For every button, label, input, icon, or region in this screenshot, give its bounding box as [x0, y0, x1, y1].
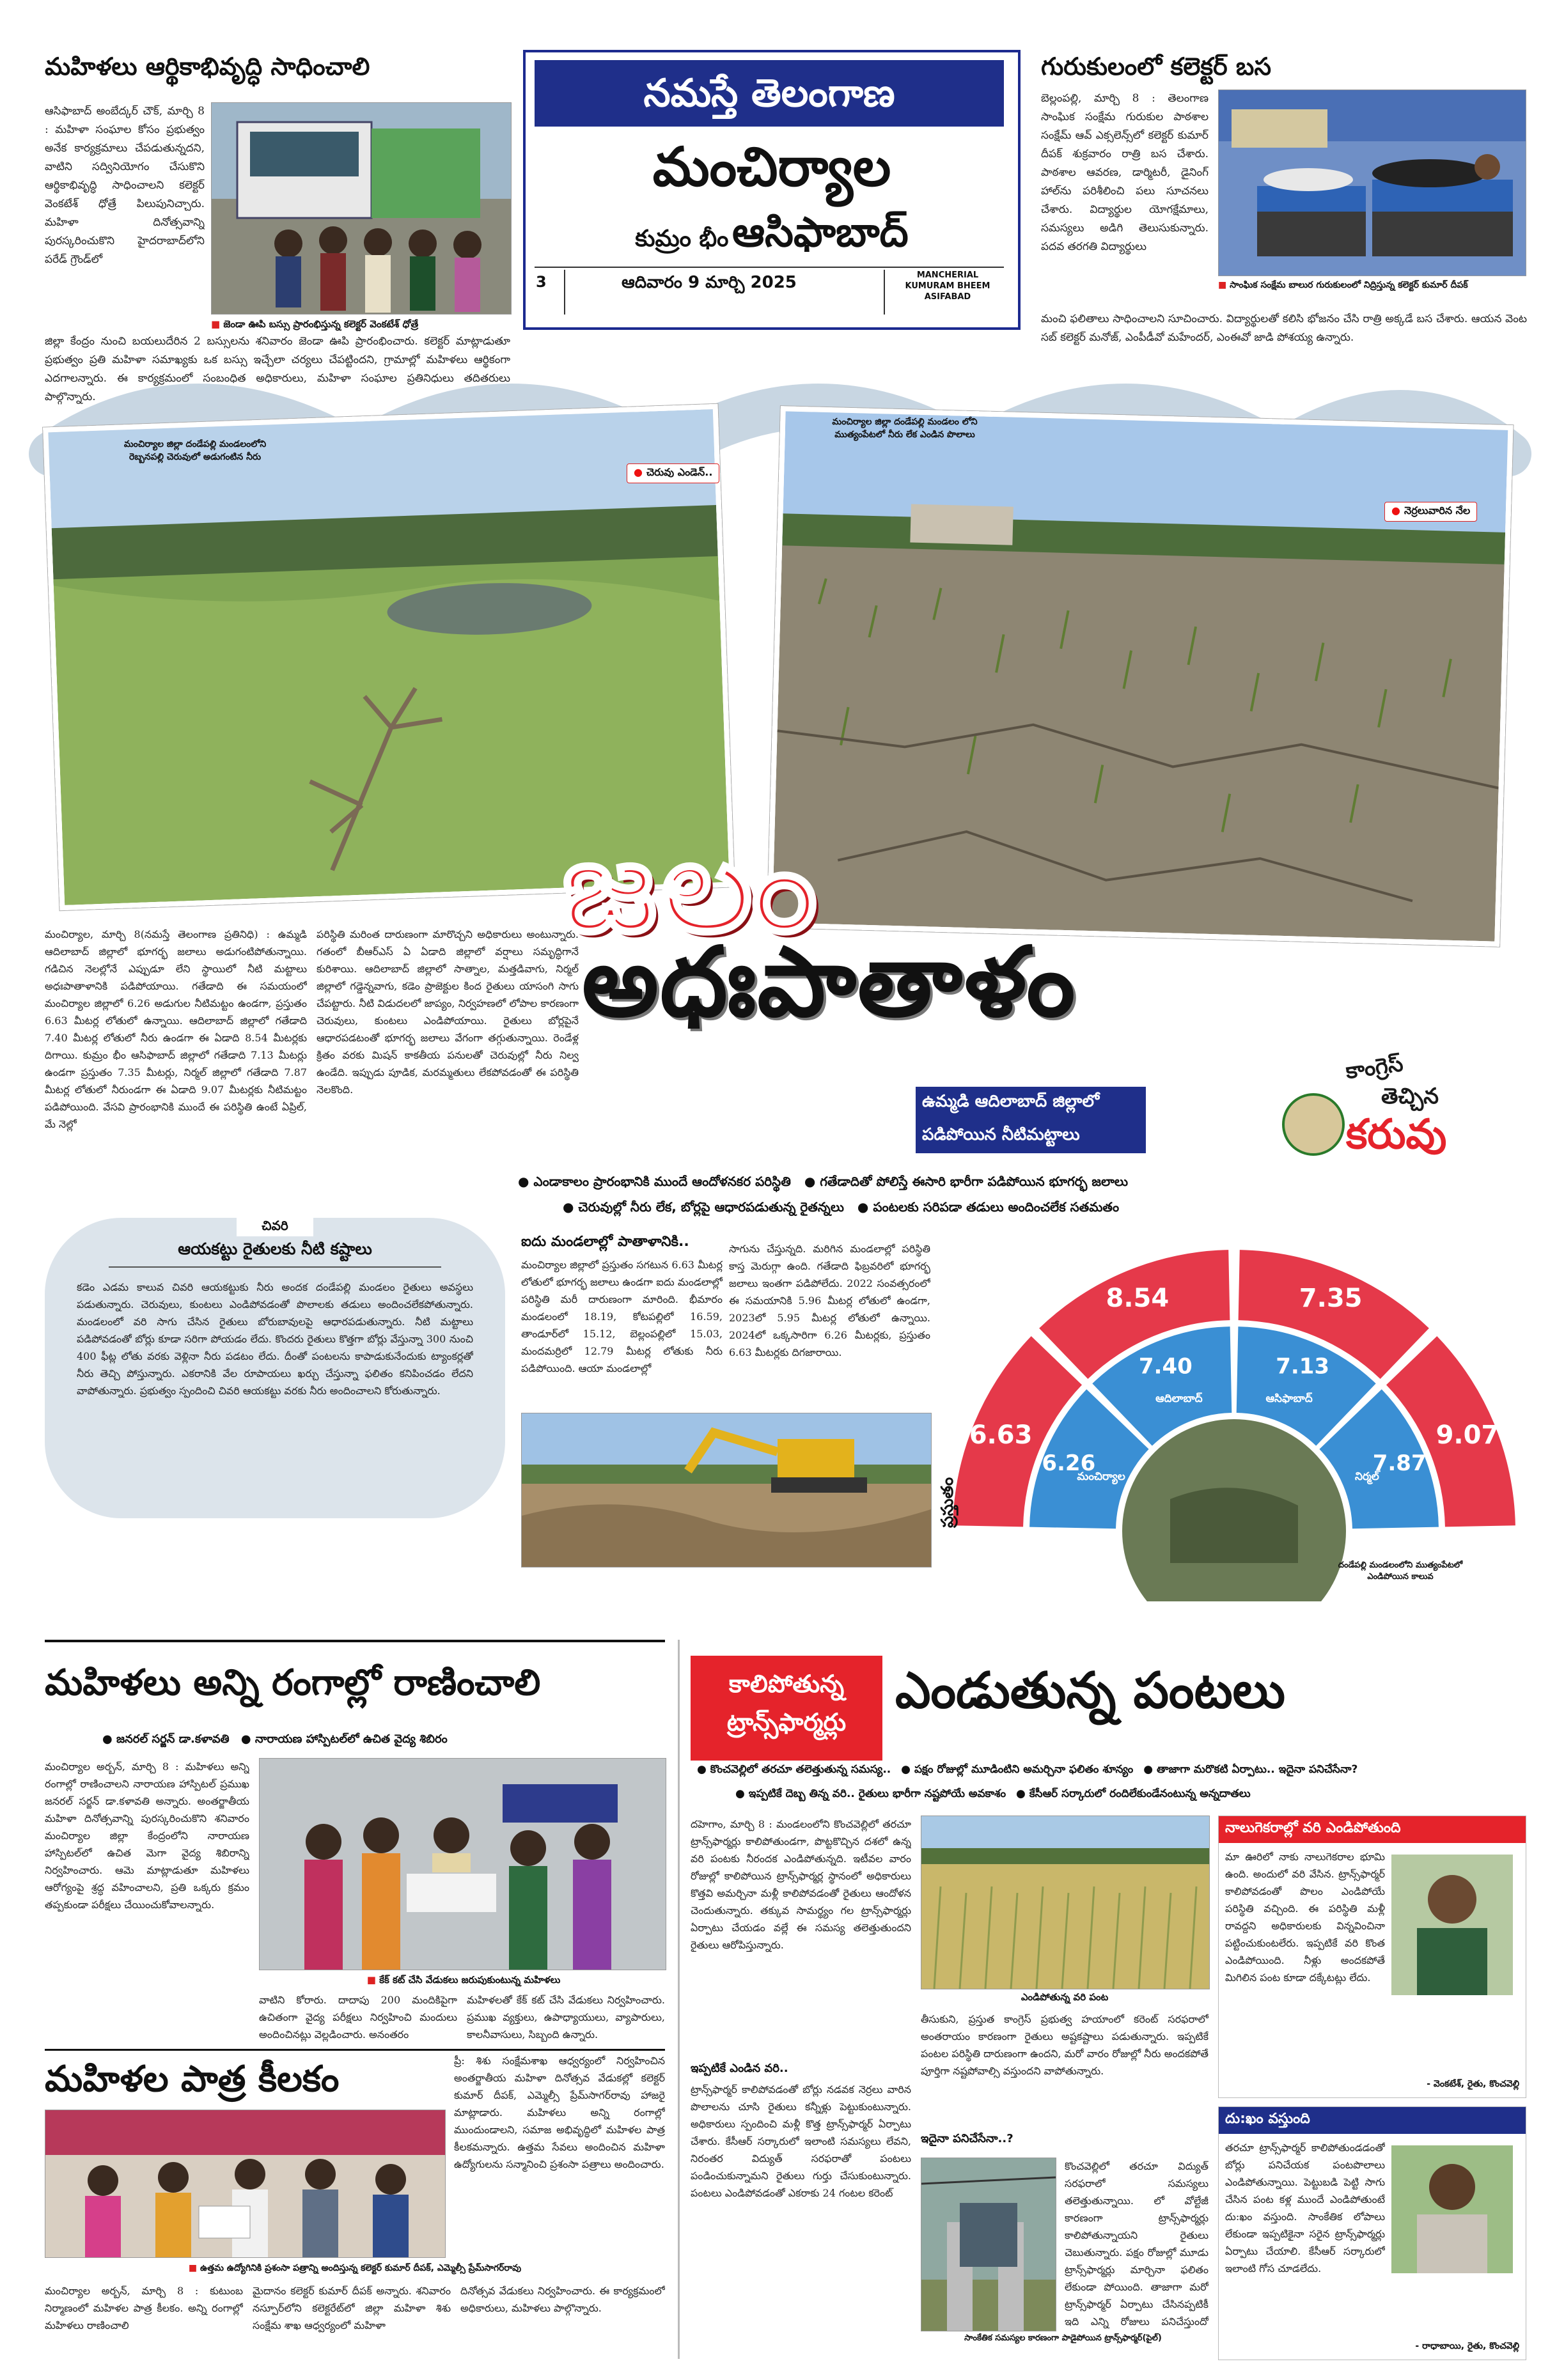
- note-dry-pond: మంచిర్యాల జిల్లా దండేపల్లి మండలంలోని రెబ్బనపల్లి చెరువులో అడుగంటిన నీరు: [123, 439, 267, 462]
- women-fields-col1: మంచిర్యాల అర్బన్, మార్చి 8 : మహిళలు అన్ని రంగాల్లో రాణించాలని నారాయణ హాస్పిటల్ ప్రముఖ జనరల్ సర్జన్ డా.కళావతి అన్నారు. అంతర్జాతీయ మహిళా దినోత్సవాన్ని పురస్కరించుకొని శనివారం మంచిర్యాల జిల్లా కేంద్రంలోని నారాయణ హాస్పిటల్‌లో ఉచిత మెగా వైద్య శిబిరాన్ని నిర్వహించారు. ఆమె మాట్లాడుతూ మహిళలు ఆరోగ్యంపై శ్రద్ధ వహించాలని, ప్రతి ఒక్కరు క్రమం తప్పకుండా పరీక్షలు చేయించుకోవాలన్నారు.: [45, 1761, 249, 1911]
- sidebox-2-body: తరచూ ట్రాన్స్‌ఫార్మర్ కాలిపోతుండడంతో బోర్లు పనిచేయక పంటపొలాలు ఎండిపోతున్నాయి. పెట్టుబడి పెట్టి సాగు చేసిన పంట కళ్ల ముందే ఎండిపోతుంటే దు:ఖం వస్తుంది. సాంకేతిక లోపాలు లేకుండా ఇప్పటికైనా సరైన ట్రాన్స్‌ఫార్మర్లు ఏర్పాటు చేయాలి. కేసీఆర్ సర్కారులో ఇలాంటి గోస చూడలేదు.: [1225, 2142, 1385, 2275]
- caption-paddy: ఎండిపోతున్న వరి పంట: [1021, 1991, 1109, 2003]
- tag-cracked-field: ● నెర్రలువారిన నేల: [1384, 502, 1477, 522]
- chart-value-previous-3: 7.13: [1276, 1353, 1330, 1380]
- article-women-econ-col: ఆసిఫాబాద్ అంబేద్కర్ చౌక్, మార్చి 8 : మహిళా సంఘాల కోసం ప్రభుత్వం అనేక కార్యక్రమాలు చేపడుతున్నదని, వాటిని సద్వినియోగం చేసుకొని ఆర్థికాభివృద్ధి సాధించాలని కలెక్టర్ వెంకటేశ్ ధోత్రే పిలుపునిచ్చారు. మహిళా దినోత్సవాన్ని పురస్కరించుకొని హైదరాబాద్‌లోని పరేడ్ గ్రౌండ్‌లో: [45, 105, 205, 266]
- photo-excavator: [521, 1413, 932, 1567]
- transformers-col1b: ట్రాన్స్‌ఫార్మర్ కాలిపోవడంతో బోర్లు నడవక నెర్రలు వారిన పొలాలను చూసి రైతులు కన్నీళ్లు పెట్టుకుంటున్నారు. అధికారులు స్పందించి మళ్లీ కొత్త ట్రాన్స్‌ఫార్మర్ ఏర్పాటు చేశారు. కేసీఆర్ సర్కారులో ఇలాంటి సమస్యలు లేవని, నిరంతర విద్యుత్ సరఫరాతో పంటలు పండించుకున్నామని రైతులు గుర్తు చేసుకుంటున్నారు. పంటలు ఎండిపోవడంతో ఎకరాకు 24 గంటల కరెంట్: [691, 2083, 911, 2199]
- lead-story-col1: మంచిర్యాల, మార్చి 8(నమస్తే తెలంగాణ ప్రతినిధి) : ఉమ్మడి ఆదిలాబాద్ జిల్లాలో భూగర్భ జలాలు అడుగంటిపోతున్నాయి. గడిచిన నెలల్లోనే ఎప్పుడూ లేని స్థాయిలో నీటి మట్టాలు అధఃపాతాళానికి పడిపోయాయి. గతేడాది ఈ సమయంలో మంచిర్యాల జిల్లాలో 6.26 అడుగుల నీటిమట్టం ఉండగా, ప్రస్తుతం 6.63 మీటర్ల లోతులో ఉన్నాయి. ఆదిలాబాద్ జిల్లాలో గతేడాది 7.40 మీటర్ల లోతులో నీరు ఉండగా ఈ ఏడాది 8.54 మీటర్లకు దిగాయి. కుమ్రం భీం ఆసిఫాబాద్ జిల్లాలో గతేడాది 7.13 మీటర్లు ఉండగా ప్రస్తుతం 7.35 మీటర్లు, నిర్మల్ జిల్లాలో గతేడాది 7.87 మీటర్ల లోతులో నీరుండగా ఈ ఏడాది 9.07 మీటర్లకు నీటిమట్టం పడిపోయింది. వేసవి ప్రారంభానికి ముందే ఈ పరిస్థితి ఉంటే ఏప్రిల్, మే నెల్లో: [45, 928, 307, 1130]
- photo-paddy: [921, 1816, 1210, 1989]
- transformers-col2: తీసుకుని, ప్రస్తుత కాంగ్రెస్ ప్రభుత్వ హయాంలో కరెంట్ సరఫరాలో అంతరాయం కారణంగా రైతులు అష్టకష్టాలు పడుతున్నారు. ఇప్పటికే పంటల పరిస్థితి దారుణంగా ఉందని, మరో వారం రోజుల్లో నీరు అందకపోతే పూర్తిగా నష్టపోవాల్సి వస్తుందని వాపోతున్నారు.: [921, 2013, 1209, 2077]
- women-role-col3: దినోత్సవ వేడుకలు నిర్వహించారు. ఈ కార్యక్రమంలో అధికారులు, మహిళలు పాల్గొన్నారు.: [460, 2285, 665, 2314]
- tag-dry-pond: ● చెరువు ఎండెన్..: [627, 463, 719, 483]
- groundwater-chart-svg: [940, 1231, 1528, 1601]
- issue-date: ఆదివారం 9 మార్చి 2025: [622, 273, 797, 292]
- sidebox-1-byline: - వెంకటేశ్, రైతు, కొంచవెల్లి: [1427, 2079, 1519, 2089]
- photo-transformer: [921, 2158, 1056, 2331]
- chart-category-4: నిర్మల్: [1354, 1470, 1379, 1483]
- caption-transformer: సాంకేతిక సమస్యల కారణంగా పాడైపోయిన ట్రాన్స్‌ఫార్మర్(పైల్): [964, 2333, 1162, 2343]
- box-farmers: [45, 1218, 505, 1518]
- caption-collector-sleeping: ■ సాంఘిక సంక్షేమ బాలుర గురుకులంలో నిద్రిస్తున్న కలెక్టర్ కుమార్ దీపక్: [1218, 280, 1468, 290]
- women-fields-col3: మహిళలతో కేక్ కట్ చేసి వేడుకలు నిర్వహించారు. ప్రముఖ వ్యక్తులు, ఉపాధ్యాయులు, వ్యాపారులు, కాలనీవాసులు, సిబ్బంది ఉన్నారు.: [467, 1994, 665, 2041]
- article-gurukulam-col: బెల్లంపల్లి, మార్చి 8 : తెలంగాణ సాంఘిక సంక్షేమ గురుకుల పాఠశాల సంక్షేమ్ ఆవ్ ఎక్సలెన్స్‌లో కలెక్టర్ కుమార్ దీపక్ శుక్రవారం రాత్రి బస చేశారు. పాఠశాల ఆవరణ, డార్మిటరీ, డైనింగ్ హాల్‌ను పరిశీలించి పలు సూచనలు చేశారు. విద్యార్థుల యోగక్షేమాలు, సమస్యలు అడిగి తెలుసుకున్నారు. పదవ తరగతి విద్యార్థులు: [1041, 92, 1209, 253]
- headline-gurukulam: గురుకులంలో కలెక్టర్ బస: [1041, 52, 1272, 81]
- caption-bus-launch: ■ జెండా ఊపి బస్సు ప్రారంభిస్తున్న కలెక్టర్ వెంకటేశ్ ధోత్రే: [211, 318, 419, 330]
- women-role-col1: మంచిర్యాల అర్బన్, మార్చి 8 : కుటుంబ నిర్మాణంలో మహిళల పాత్ర కీలకం. అన్ని రంగాల్లో మహిళలు రాణించాలి: [45, 2285, 243, 2331]
- kicker-line2: పడిపోయిన నీటిమట్టాలు: [916, 1120, 1146, 1153]
- bullets-row1: ● ఎండాకాలం ప్రారంభానికి ముందే ఆందోళనకర పరిస్థితి ● గతేడాదితో పోలిస్తే ఈసారి భారీగా పడిపోయిన భూగర్భ జలాలు: [518, 1174, 1128, 1189]
- lead-story-col2: పరిస్థితి మరింత దారుణంగా మారొచ్చని అధికారులు అంటున్నారు. గతంలో బీఆర్‌ఎస్ ఏ ఏడాది జిల్లాలో వర్షాలు సమృద్ధిగానే కురిశాయి. ఆదిలాబాద్ జిల్లాలో సాత్నాల, మత్తడివాగు, నిర్మల్ జిల్లాలో గడ్డెన్నవాగు, కడెం ప్రాజెక్టుల కింద రైతులు యాసంగి సాగు చేపట్టారు. నీటి విడుదలలో జాప్యం, నిర్వహణలో లోపాల కారణంగా చెరువులు, కుంటలు ఎండిపోయాయి. రైతులు బోర్లపైనే ఆధారపడటంతో భూగర్భ జలాలు వేగంగా తగ్గుతున్నాయి. రెండేళ్ల క్రితం వరకు మిషన్ కాకతీయ పనులతో చెరువుల్లో నీరు నిల్వ ఉండేది. ఇప్పుడు పూడిక, మరమ్మతులు లేకపోవడంతో ఈ పరిస్థితి నెలకొంది.: [317, 928, 579, 1096]
- edition-label: MANCHERIAL KUMURAM BHEEM ASIFABAD: [905, 270, 990, 302]
- badge-congress-drought: కాంగ్రెస్ తెచ్చిన కరువు: [1276, 1048, 1506, 1176]
- transformers-col1: దహెగాం, మార్చి 8 : మండలంలోని కొంచవెల్లిలో తరచూ ట్రాన్స్‌ఫార్మర్లు కాలిపోతుండగా, పొట్టకొచ్చిన దశలో ఉన్న వరి పంటకు నీరందక ఎండిపోతున్నది. ఇటీవల వారం రోజుల్లో కాలిపోయిన ట్రాన్స్‌ఫార్మర్ల స్థానంలో అధికారులు కొత్తవి అమర్చినా మళ్లీ కాలిపోవడంతో రైతులు ఆందోళన చెందుతున్నారు. తక్కువ సామర్థ్యం గల ట్రాన్స్‌ఫార్మర్లు ఏర్పాటు చేయడం వల్లే ఈ సమస్య తలెత్తుతుందని రైతులు ఆరోపిస్తున్నారు.: [691, 1818, 911, 1951]
- photo-cracked-field: [767, 406, 1514, 947]
- women-role-col-right: ప్రీ: శిశు సంక్షేమశాఖ ఆధ్వర్యంలో నిర్వహించిన అంతర్జాతీయ మహిళా దినోత్సవ వేడుకల్లో కలెక్టర్ కుమార్ దీపక్, ఎమ్మెల్సీ ప్రేమ్‌సాగర్‌రావు హాజరై మాట్లాడారు. మహిళలు అన్ని రంగాల్లో ముందుండాలని, సమాజ అభివృద్ధిలో మహిళల పాత్ర కీలకమన్నారు. ఉత్తమ సేవలు అందించిన మహిళా ఉద్యోగులను సన్మానించి ప్రశంసా పత్రాలు అందించారు.: [454, 2055, 665, 2170]
- box-farmers-body: కడెం ఎడమ కాలువ చివరి ఆయకట్టుకు నీరు అందక దండేపల్లి మండలం రైతులు అవస్థలు పడుతున్నారు. చెరువులు, కుంటలు ఎండిపోవడంతో పొలాలకు తడులు అందించలేకపోతున్నారు. మండలంలో వరి సాగు చేసిన రైతులు బోరుబావులపై ఆధారపడుతున్నారు. నీటి మట్టాలు పడిపోవడంతో బోర్లు కూడా సరిగా పోయడం లేదు. కొందరు రైతులు కొత్తగా బోర్లు వేస్తున్నా 300 నుంచి 400 ఫీట్ల లోతు వరకు వెళ్లినా నీరు పడటం లేదు. దీంతో పంటలను కాపాడుకునేందుకు ట్యాంకర్లతో నీరు తెచ్చి పోస్తున్నారు. ఎకరానికి వేల రూపాయలు ఖర్చు చేస్తున్నా ఫలితం కనిపించడం లేదని వాపోతున్నారు. ప్రభుత్వం స్పందించి చివరి ఆయకట్టు వరకు నీరు అందించాలని కోరుతున్నారు.: [77, 1281, 473, 1397]
- sidebox-farmer-2: [1218, 2106, 1526, 2360]
- box-farmers-headline: ఆయకట్టు రైతులకు నీటి కష్టాలు: [109, 1240, 441, 1268]
- transformers-bullets-2: ● ఇప్పటికే దెబ్బ తిన్న వరి.. రైతులు భారీగా నష్టపోయే అవకాశం ● కేసీఆర్ సర్కారులో రందిలేకుండేనంటున్న అన్నదాతలు: [735, 1787, 1251, 1800]
- masthead: [523, 50, 1021, 330]
- chart-value-previous-4: 7.87: [1372, 1450, 1427, 1476]
- box-farmers-kicker: చివరి: [237, 1218, 313, 1236]
- masthead-brand: నమస్తే తెలంగాణ: [535, 60, 1004, 127]
- page-number: 3: [536, 273, 547, 291]
- bullets-row2: ● చెరువుల్లో నీరు లేక, బోర్లపై ఆధారపడుతున్న రైతన్నలు ● పంటలకు సరిపడా తడులు అందించలేక సతమతం: [563, 1199, 1120, 1215]
- photo-bus-launch: [211, 102, 512, 315]
- women-fields-bullets: ● జనరల్ సర్జన్ డా.కళావతి ● నారాయణ హాస్పిటల్‌లో ఉచిత వైద్య శిబిరం: [102, 1732, 448, 1746]
- sidebox-1-title: నాలుగెకరాల్లో వరి ఎండిపోతుంది: [1219, 1816, 1526, 1843]
- chart-value-previous-2: 7.40: [1138, 1353, 1193, 1380]
- chart-category-1: మంచిర్యాల: [1077, 1470, 1125, 1483]
- chart-category-3: ఆసిఫాబాద్: [1265, 1392, 1313, 1406]
- farmer-portrait-1: [1391, 1855, 1513, 1995]
- groundwater-chart: [940, 1231, 1528, 1601]
- masthead-district2: కుమ్రం భీం ఆసిఫాబాద్: [635, 209, 909, 256]
- subhead-dried-paddy: ఇప్పటికే ఎండిన వరి..: [691, 2062, 788, 2075]
- chart-center-caption: దండేపల్లి మండలంలోని ముత్యంపేటలో ఎండిపోయిన కాలువ: [1338, 1560, 1463, 1582]
- bullet-4: పంటలకు సరిపడా తడులు అందించలేక సతమతం: [873, 1199, 1120, 1215]
- women-fields-col2: వాటిని కోరారు. దాదాపు 200 మందికిపైగా ఉచితంగా వైద్య పరీక్షలు నిర్వహించి మందులు అందించినట్లు వెల్లడించారు. అనంతరం: [259, 1994, 457, 2041]
- transformers-bullets-1: ● కొంచవెల్లిలో తరచూ తలెత్తుతున్న సమస్య.. ● పక్షం రోజుల్లో మూడింటిని అమర్చినా ఫలితం శూన్యం ● తాజాగా మరొకటి ఏర్పాటు.. ఇదైనా పనిచేసేనా?: [697, 1763, 1358, 1776]
- chart-value-current-3: 7.35: [1299, 1284, 1363, 1314]
- article-women-econ-full: జిల్లా కేంద్రం నుంచి బయలుదేరిన 2 బస్సులను శనివారం జెండా ఊపి ప్రారంభించారు. కలెక్టర్ మాట్లాడుతూ ప్రభుత్వం ప్రతి మహిళా సమాఖ్యకు ఒక బస్సు ఇచ్చేలా చర్యలు చేపట్టిందని, గ్రామాల్లో మహిళలు ఆర్థికంగా ఎదగాలన్నారు. ఈ కార్యక్రమంలో సంబంధిత అధికారులు, మహిళా సంఘాల ప్రతినిధులు తదితరులు పాల్గొన్నారు.: [45, 335, 510, 403]
- sidebox-farmer-1: [1218, 1816, 1526, 2098]
- headline-five-mandals: ఐదు మండలాల్లో పాతాళానికి..: [521, 1234, 689, 1250]
- bullet-3: చెరువుల్లో నీరు లేక, బోర్లపై ఆధారపడుతున్న రైతన్నలు: [578, 1199, 844, 1215]
- sidebox-1-body: మా ఊరిలో నాకు నాలుగెకరాల భూమి ఉంది. అందులో వరి వేసిన. ట్రాన్స్‌ఫార్మర్ కాలిపోవడంతో పొలం ఎండిపోయే పరిస్థితి వచ్చింది. ఈ పరిస్థితి మళ్లీ రావద్దని అధికారులకు విన్నవించినా పట్టించుకుంటలేరు. ఇప్పటికే వరి కొంత ఎండిపోయింది. నీళ్లు అందకపోతే మిగిలిన పంట కూడా దక్కేటట్లు లేదు.: [1225, 1851, 1385, 1984]
- caption-certificate: ■ ఉత్తమ ఉద్యోగినికి ప్రశంసా పత్రాన్ని అందిస్తున్న కలెక్టర్ కుమార్ దీపక్, ఎమ్మెల్సీ ప్రేమ్‌సాగర్‌రావు: [188, 2263, 522, 2273]
- women-role-col2: మైదానం కలెక్టర్ కుమార్ దీపక్ అన్నారు. శనివారం నస్పూర్‌లోని కలెక్టరేట్‌లో జిల్లా మహిళా శిశు సంక్షేమ శాఖ ఆధ్వర్యంలో మహిళా: [253, 2285, 451, 2331]
- bullet-1: ఎండాకాలం ప్రారంభానికి ముందే ఆందోళనకర పరిస్థితి: [533, 1174, 791, 1189]
- headline-women-fields: మహిళలు అన్ని రంగాల్లో రాణించాలి: [45, 1662, 541, 1704]
- note-cracked-field: మంచిర్యాల జిల్లా దండేపల్లి మండలం లోని ముత్యంపేటలో నీరు లేక ఎండిన పొలాలు: [832, 417, 978, 440]
- headline-women-econ: మహిళలు ఆర్థికాభివృద్ధి సాధించాలి: [45, 52, 370, 81]
- chart-value-previous-1: 6.26: [1042, 1450, 1096, 1476]
- five-mandals-col1: మంచిర్యాల జిల్లాలో ప్రస్తుతం సగటున 6.63 మీటర్ల లోతులో భూగర్భ జలాలు ఉండగా ఐదు మండలాల్లో పరిస్థితి మరీ దారుణంగా మారింది. భీమారం మండలంలో 18.19, కోటపల్లిలో 16.59, తాండూర్‌లో 15.12, బెల్లంపల్లిలో 15.03, మందమర్రిలో 12.79 మీటర్ల లోతుకు నీరు పడిపోయింది. ఆయా మండలాల్లో: [521, 1259, 723, 1374]
- transformers-red-box: కాలిపోతున్న ట్రాన్స్‌ఫార్మర్లు: [691, 1656, 882, 1761]
- chart-category-2: ఆదిలాబాద్: [1155, 1392, 1203, 1406]
- chart-value-current-1: 6.63: [969, 1420, 1033, 1450]
- caption-cake-cutting: ■ కేక్ కట్ చేసి వేడుకలు జరుపుకుంటున్న మహిళలు: [366, 1974, 561, 1986]
- subhead-will-it-work: ఇదైనా పనిచేసేనా..?: [921, 2132, 1013, 2145]
- masthead-district: మంచిర్యాల: [652, 136, 891, 198]
- headline-women-role: మహిళల పాత్ర కీలకం: [45, 2058, 340, 2100]
- chart-value-current-2: 8.54: [1106, 1284, 1170, 1314]
- main-headline-line2: అధఃపాతాళం: [582, 927, 1077, 1038]
- sidebox-2-title: దు:ఖం వస్తుంది: [1219, 2107, 1526, 2134]
- bullet-2: గతేడాదితో పోలిస్తే ఈసారి భారీగా పడిపోయిన భూగర్భ జలాలు: [820, 1174, 1128, 1189]
- main-headline-line1: జలం: [563, 812, 822, 961]
- article-gurukulam-full: మంచి ఫలితాలు సాధించాలని సూచించారు. విద్యార్థులతో కలిసి భోజనం చేసి రాత్రి అక్కడే బస చేశారు. ఆయన వెంట సబ్ కలెక్టర్ మనోజ్, ఎంపీడీవో మహేందర్, ఎంఈవో జాడి పోశయ్య ఉన్నారు.: [1041, 313, 1527, 344]
- headline-transformers: ఎండుతున్న పంటలు: [895, 1662, 1285, 1720]
- farmer-portrait-2: [1391, 2145, 1513, 2273]
- kicker-line1: ఉమ్మడి ఆదిలాబాద్ జిల్లాలో: [916, 1087, 1146, 1120]
- farmer-icon: [1282, 1093, 1345, 1156]
- chart-value-current-4: 9.07: [1436, 1420, 1499, 1450]
- photo-cake-cutting: [259, 1758, 666, 1970]
- sidebox-2-byline: - రాధాబాయి, రైతు, కొంచవెల్లి: [1415, 2341, 1519, 2351]
- five-mandals-col2: సాగును చేస్తున్నది. మరిగిన మండలాల్లో పరిస్థితి కాస్త మెరుగ్గా ఉంది. గతేడాది ఫిబ్రవరిలో భూగర్భ జలాలు ఇంతగా పడిపోలేదు. 2022 సంవత్సరంలో ఈ సమయానికి 5.96 మీటర్ల లోతులో ఉండగా, 2023లో 5.95 మీటర్ల లోతులో ఉన్నాయి. 2024లో ఒక్కసారిగా 6.26 మీటర్లకు, ప్రస్తుతం 6.63 మీటర్లకు దిగజారాయి.: [729, 1243, 930, 1358]
- transformers-col2b: కొంచవెల్లిలో తరచూ విద్యుత్ సరఫరాలో సమస్యలు తలెత్తుతున్నాయి. లో వోల్టేజీ కారణంగా ట్రాన్స్‌ఫార్మర్లు కాలిపోతున్నాయని రైతులు చెబుతున్నారు. పక్షం రోజుల్లో మూడు ట్రాన్స్‌ఫార్మర్లు మార్చినా ఫలితం లేకుండా పోయింది. తాజాగా మరో ట్రాన్స్‌ఫార్మర్ ఏర్పాటు చేసినప్పటికీ ఇది ఎన్ని రోజులు పనిచేస్తుందో: [1065, 2160, 1209, 2328]
- chart-outer-label: ప్రస్తుతం: [940, 1477, 957, 1528]
- photo-collector-sleeping: [1218, 89, 1526, 276]
- photo-certificate: [45, 2110, 446, 2258]
